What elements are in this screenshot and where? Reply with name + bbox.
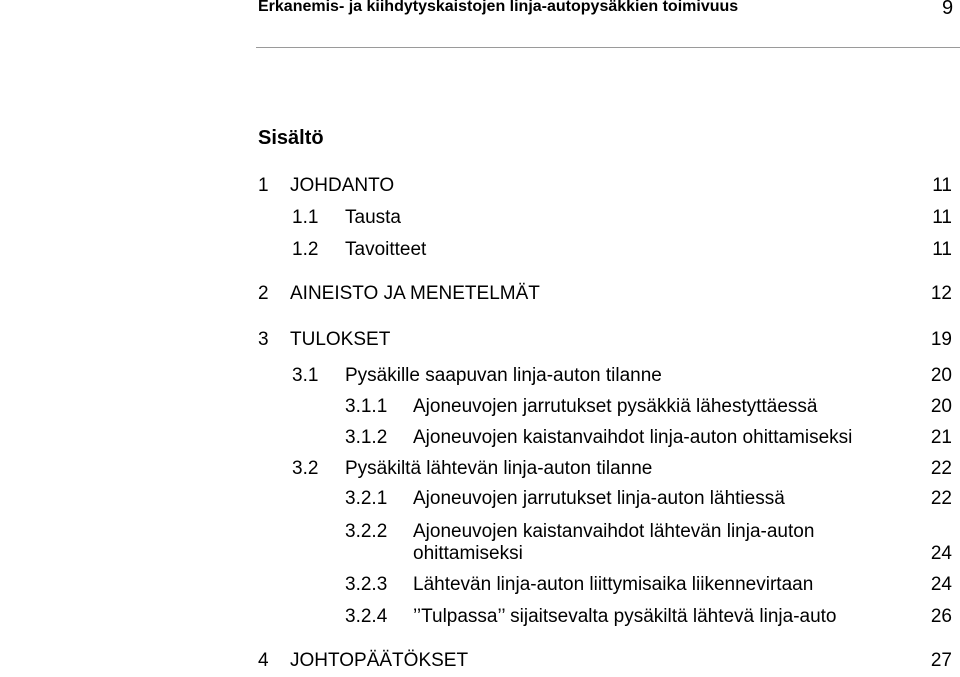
toc-entry-number: 3.1.2 bbox=[345, 427, 388, 448]
toc-entry-number: 2 bbox=[258, 283, 269, 304]
toc-entry-number: 1 bbox=[258, 175, 269, 196]
toc-entry-title: ’’Tulpassa’’ sijaitsevalta pysäkiltä lähtevä linja-auto bbox=[413, 606, 837, 627]
toc-entry-page: 24 bbox=[930, 543, 952, 564]
toc-entry-title: Ajoneuvojen kaistanvaihdot lähtevän linja-auton bbox=[413, 521, 815, 542]
toc-entry-number: 3.2.1 bbox=[345, 488, 388, 509]
toc-entry[interactable] bbox=[0, 282, 960, 306]
toc-entry-page: 24 bbox=[930, 574, 952, 595]
toc-entry-title: Ajoneuvojen jarrutukset pysäkkiä lähestyttäessä bbox=[413, 396, 818, 417]
toc-entry-title: Tavoitteet bbox=[345, 239, 427, 260]
toc-entry[interactable] bbox=[0, 328, 960, 352]
toc-entry[interactable] bbox=[0, 520, 960, 544]
toc-entry-page: 27 bbox=[930, 650, 952, 671]
toc-entry-number: 4 bbox=[258, 650, 269, 671]
toc-entry-title: JOHTOPÄÄTÖKSET bbox=[290, 650, 469, 671]
toc-entry-page: 11 bbox=[932, 175, 952, 196]
toc-entry-number: 3.2 bbox=[292, 458, 319, 479]
toc-entry-page: 11 bbox=[932, 207, 952, 228]
toc-entry-page: 12 bbox=[930, 283, 952, 304]
toc-entry[interactable] bbox=[0, 174, 960, 198]
toc-entry-number: 3.2.2 bbox=[345, 521, 388, 542]
page-number: 9 bbox=[942, 0, 954, 19]
document-title: Erkanemis- ja kiihdytyskaistojen linja-autopysäkkien toimivuus bbox=[258, 0, 739, 15]
toc-heading: Sisältö bbox=[258, 127, 324, 149]
toc-entry-page: 26 bbox=[930, 606, 952, 627]
toc-entry-title: Pysäkiltä lähtevän linja-auton tilanne bbox=[345, 458, 653, 479]
toc-entry-page: 20 bbox=[930, 365, 952, 386]
toc-entry[interactable] bbox=[0, 605, 960, 629]
header-divider bbox=[256, 47, 960, 48]
toc-entry-page: 11 bbox=[932, 239, 952, 260]
toc-entry-title: JOHDANTO bbox=[290, 175, 395, 196]
toc-entry[interactable] bbox=[0, 364, 960, 388]
toc-entry-title: Ajoneuvojen jarrutukset linja-auton lähtiessä bbox=[413, 488, 785, 509]
toc-entry-number: 3.2.3 bbox=[345, 574, 388, 595]
toc-entry-page: 21 bbox=[930, 427, 952, 448]
toc-entry-number: 3.1.1 bbox=[345, 396, 388, 417]
toc-entry[interactable] bbox=[0, 573, 960, 597]
toc-entry-page: 19 bbox=[930, 329, 952, 350]
toc-entry-number: 3.1 bbox=[292, 365, 319, 386]
toc-entry-number: 1.2 bbox=[292, 239, 319, 260]
toc-entry-title: AINEISTO JA MENETELMÄT bbox=[290, 283, 540, 304]
toc-entry-page: 22 bbox=[930, 458, 952, 479]
toc-entry-title: Pysäkille saapuvan linja-auton tilanne bbox=[345, 365, 662, 386]
toc-entry[interactable] bbox=[0, 206, 960, 230]
toc-entry-title: Ajoneuvojen kaistanvaihdot linja-auton ohittamiseksi bbox=[413, 427, 853, 448]
toc-entry-number: 3 bbox=[258, 329, 269, 350]
toc-entry-number: 1.1 bbox=[292, 207, 319, 228]
toc-entry-title-continued: ohittamiseksi bbox=[413, 543, 523, 564]
toc-entry[interactable] bbox=[0, 238, 960, 262]
toc-entry-title: Tausta bbox=[345, 207, 401, 228]
toc-entry-continuation[interactable] bbox=[0, 542, 960, 566]
toc-entry-page: 22 bbox=[930, 488, 952, 509]
toc-entry-page: 20 bbox=[930, 396, 952, 417]
toc-entry[interactable] bbox=[0, 395, 960, 419]
toc-entry[interactable] bbox=[0, 426, 960, 450]
toc-entry[interactable] bbox=[0, 457, 960, 481]
toc-entry-title: Lähtevän linja-auton liittymisaika liikennevirtaan bbox=[413, 574, 814, 595]
toc-entry[interactable] bbox=[0, 649, 960, 673]
toc-entry-title: TULOKSET bbox=[290, 329, 391, 350]
toc-entry-number: 3.2.4 bbox=[345, 606, 388, 627]
toc-entry[interactable] bbox=[0, 487, 960, 511]
